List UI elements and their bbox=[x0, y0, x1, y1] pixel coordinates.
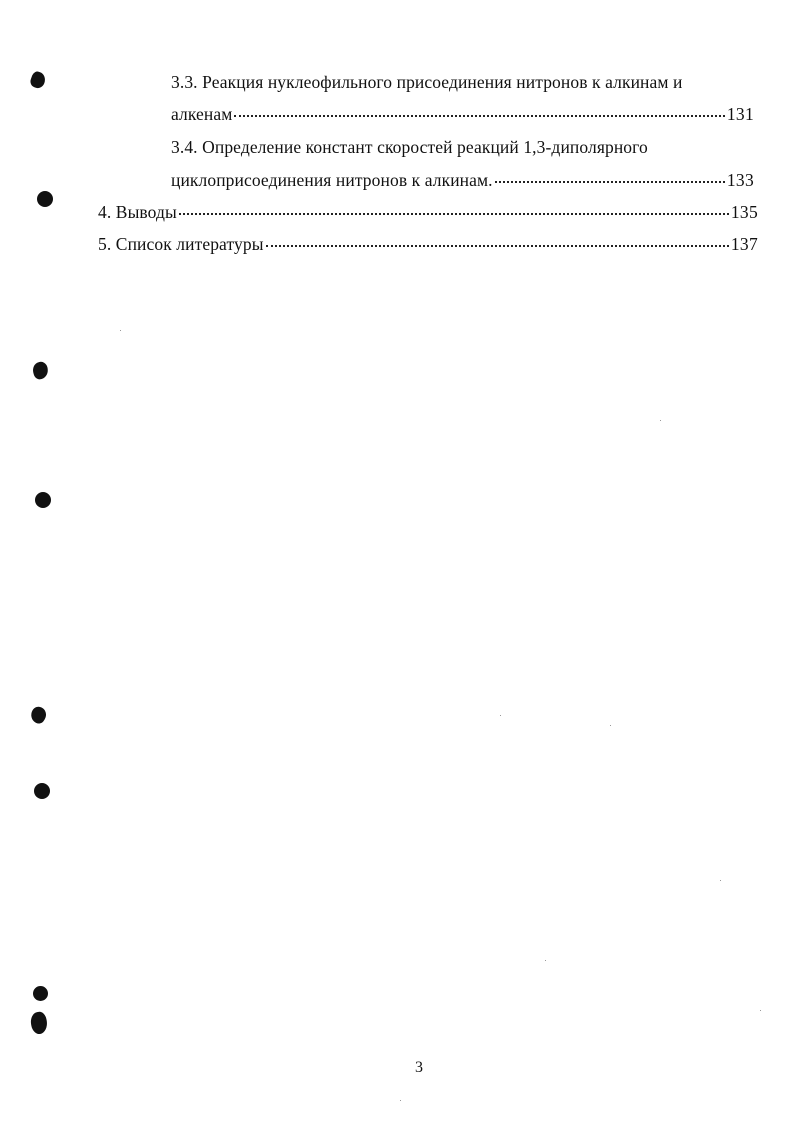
punch-hole bbox=[37, 191, 53, 207]
toc-item-3-4-title-line2: циклоприсоединения нитронов к алкинам. bbox=[171, 170, 493, 190]
scan-speck bbox=[400, 1100, 401, 1101]
punch-hole bbox=[33, 986, 48, 1001]
toc-item-5-row bbox=[98, 233, 758, 255]
dot-leader bbox=[179, 199, 729, 215]
scan-speck bbox=[120, 330, 121, 331]
punch-hole-mark bbox=[28, 704, 49, 725]
toc-item-3-4-row bbox=[171, 169, 754, 191]
scan-speck bbox=[760, 1010, 761, 1011]
toc-item-4-page: 135 bbox=[730, 202, 758, 222]
punch-hole-mark bbox=[31, 360, 50, 380]
toc-item-3-3-row bbox=[171, 103, 754, 125]
dot-leader bbox=[234, 101, 724, 117]
scan-speck bbox=[545, 960, 546, 961]
scan-speck bbox=[500, 715, 501, 716]
scan-speck bbox=[720, 880, 721, 881]
toc-item-3-3-title-line2: алкенам bbox=[171, 104, 233, 124]
toc-item-3-4-page: 133 bbox=[726, 170, 754, 190]
toc-item-4-row bbox=[98, 201, 758, 223]
dot-leader bbox=[495, 167, 725, 183]
toc-item-3-3-title-line1: 3.3. Реакция нуклеофильного присоединения нитронов к алкинам и bbox=[171, 72, 683, 92]
toc-item-4-title: 4. Выводы bbox=[98, 202, 177, 222]
dot-leader bbox=[266, 231, 729, 247]
scan-speck bbox=[660, 420, 661, 421]
punch-hole-mark bbox=[29, 70, 48, 90]
punch-hole bbox=[35, 492, 51, 508]
punch-hole bbox=[34, 783, 50, 799]
toc-item-5-title: 5. Список литературы bbox=[98, 234, 264, 254]
toc-item-3-3-page: 131 bbox=[726, 104, 754, 124]
scan-speck bbox=[610, 725, 611, 726]
toc-item-5-page: 137 bbox=[730, 234, 758, 254]
toc-item-3-4-title-line1: 3.4. Определение констант скоростей реакций 1,3-диполярного bbox=[171, 137, 648, 157]
page-number: 3 bbox=[415, 1059, 423, 1076]
punch-hole-mark bbox=[29, 1011, 49, 1035]
